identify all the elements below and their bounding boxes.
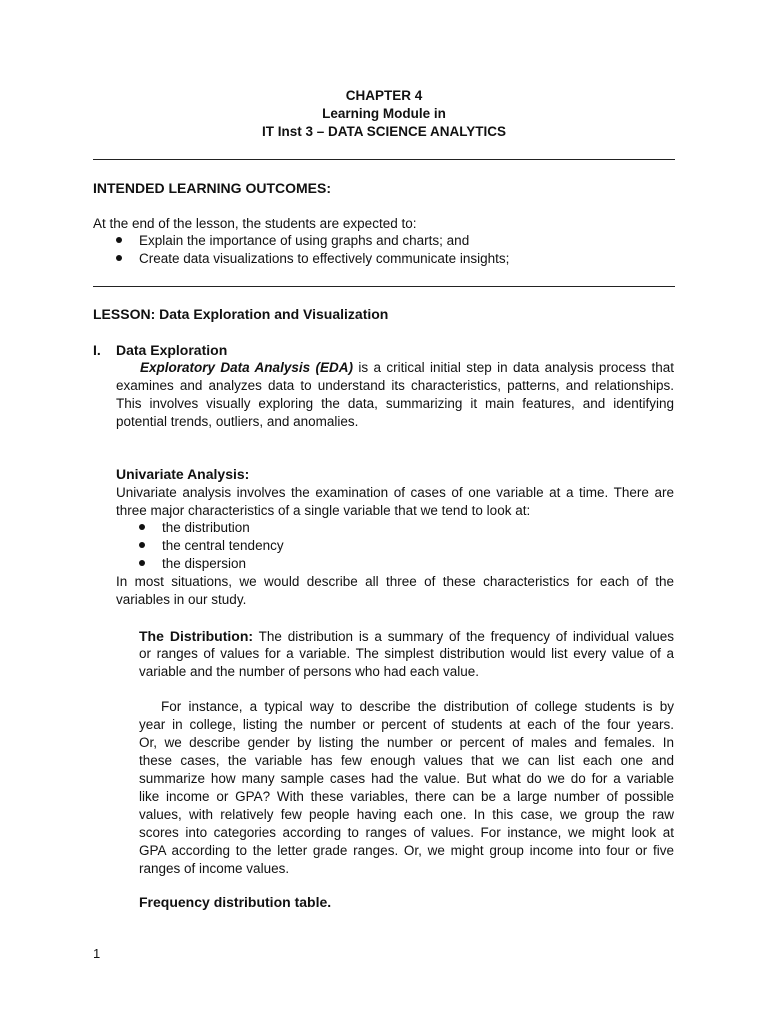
eda-row: examines and analyzes data to understand its characteristics, patterns, and relationships. bbox=[116, 378, 674, 393]
characteristic-item: the distribution bbox=[162, 520, 250, 535]
univariate-summary-row: In most situations, we would describe all three of these characteristics for each of the bbox=[116, 574, 674, 589]
distribution-example-paragraph bbox=[139, 698, 674, 878]
univariate-summary bbox=[116, 573, 674, 609]
outcomes-heading: INTENDED LEARNING OUTCOMES: bbox=[93, 180, 331, 196]
distribution-paragraph bbox=[139, 627, 674, 681]
eda-row-1-text: is a critical initial step in data analysis process that bbox=[352, 360, 675, 375]
chapter-title: CHAPTER 4 bbox=[345, 88, 423, 103]
univariate-summary-row: variables in our study. bbox=[116, 592, 247, 607]
example-row: Or, we describe gender by listing the number or percent of males and females. In bbox=[139, 735, 674, 750]
eda-term: Exploratory Data Analysis (EDA) bbox=[140, 360, 353, 375]
example-row: summarize how many sample cases had the value. But what do we do for a variable bbox=[139, 771, 674, 786]
example-row: values, with relatively few people having each one. In this case, we group the raw bbox=[139, 807, 674, 822]
divider-top bbox=[93, 159, 675, 160]
bullet-icon bbox=[139, 560, 145, 566]
distribution-row-1-text: The distribution is a summary of the frequency of individual values bbox=[253, 629, 674, 644]
univariate-row: Univariate analysis involves the examination of cases of one variable at a time. There are bbox=[116, 485, 674, 500]
univariate-row: three major characteristics of a single variable that we tend to look at: bbox=[116, 503, 531, 518]
characteristic-item: the dispersion bbox=[162, 556, 247, 571]
example-row-1 bbox=[139, 698, 674, 716]
frequency-table-heading: Frequency distribution table. bbox=[139, 894, 332, 910]
distribution-row: or ranges of values for a variable. The simplest distribution would list every value of a bbox=[139, 646, 674, 661]
bullet-icon bbox=[139, 524, 145, 530]
eda-row-1 bbox=[116, 359, 674, 377]
eda-paragraph bbox=[116, 359, 674, 431]
section-number: I. bbox=[93, 342, 101, 358]
section-title: Data Exploration bbox=[116, 342, 228, 358]
example-row-1-text: For instance, a typical way to describe the distribution of college students is by bbox=[161, 699, 674, 714]
distribution-row: variable and the number of persons who had each value. bbox=[139, 664, 479, 679]
example-row: these cases, the variable has few enough values that we can list each one and bbox=[139, 753, 674, 768]
distribution-row-1 bbox=[139, 627, 674, 645]
module-title: Learning Module in bbox=[322, 106, 446, 121]
eda-row: This involves visually exploring the data, summarizing it main features, and identifying bbox=[116, 396, 674, 411]
outcome-item: Create data visualizations to effectively communicate insights; bbox=[139, 251, 510, 266]
example-row: scores into categories according to ranges of values. For instance, we might look at bbox=[139, 825, 674, 840]
example-row: year in college, listing the number or percent of students at each of the four years. bbox=[139, 717, 674, 732]
univariate-paragraph bbox=[116, 484, 674, 520]
example-row: ranges of income values. bbox=[139, 861, 290, 876]
bullet-icon bbox=[139, 542, 145, 548]
lesson-heading: LESSON: Data Exploration and Visualization bbox=[93, 306, 389, 322]
characteristic-item: the central tendency bbox=[162, 538, 284, 553]
bullet-icon bbox=[116, 237, 122, 243]
outcome-item: Explain the importance of using graphs and charts; and bbox=[139, 233, 470, 248]
bullet-icon bbox=[116, 255, 122, 261]
univariate-heading: Univariate Analysis: bbox=[116, 466, 250, 482]
course-title: IT Inst 3 – DATA SCIENCE ANALYTICS bbox=[261, 124, 507, 139]
page-number: 1 bbox=[93, 946, 101, 961]
eda-row: potential trends, outliers, and anomalies. bbox=[116, 414, 359, 429]
outcomes-intro: At the end of the lesson, the students are expected to: bbox=[93, 216, 417, 231]
example-row: like income or GPA? With these variables, there can be a large number of possible bbox=[139, 789, 674, 804]
distribution-term: The Distribution: bbox=[139, 628, 254, 644]
example-row: GPA according to the letter grade ranges. Or, we might group income into four or five bbox=[139, 843, 674, 858]
divider-middle bbox=[93, 286, 675, 287]
